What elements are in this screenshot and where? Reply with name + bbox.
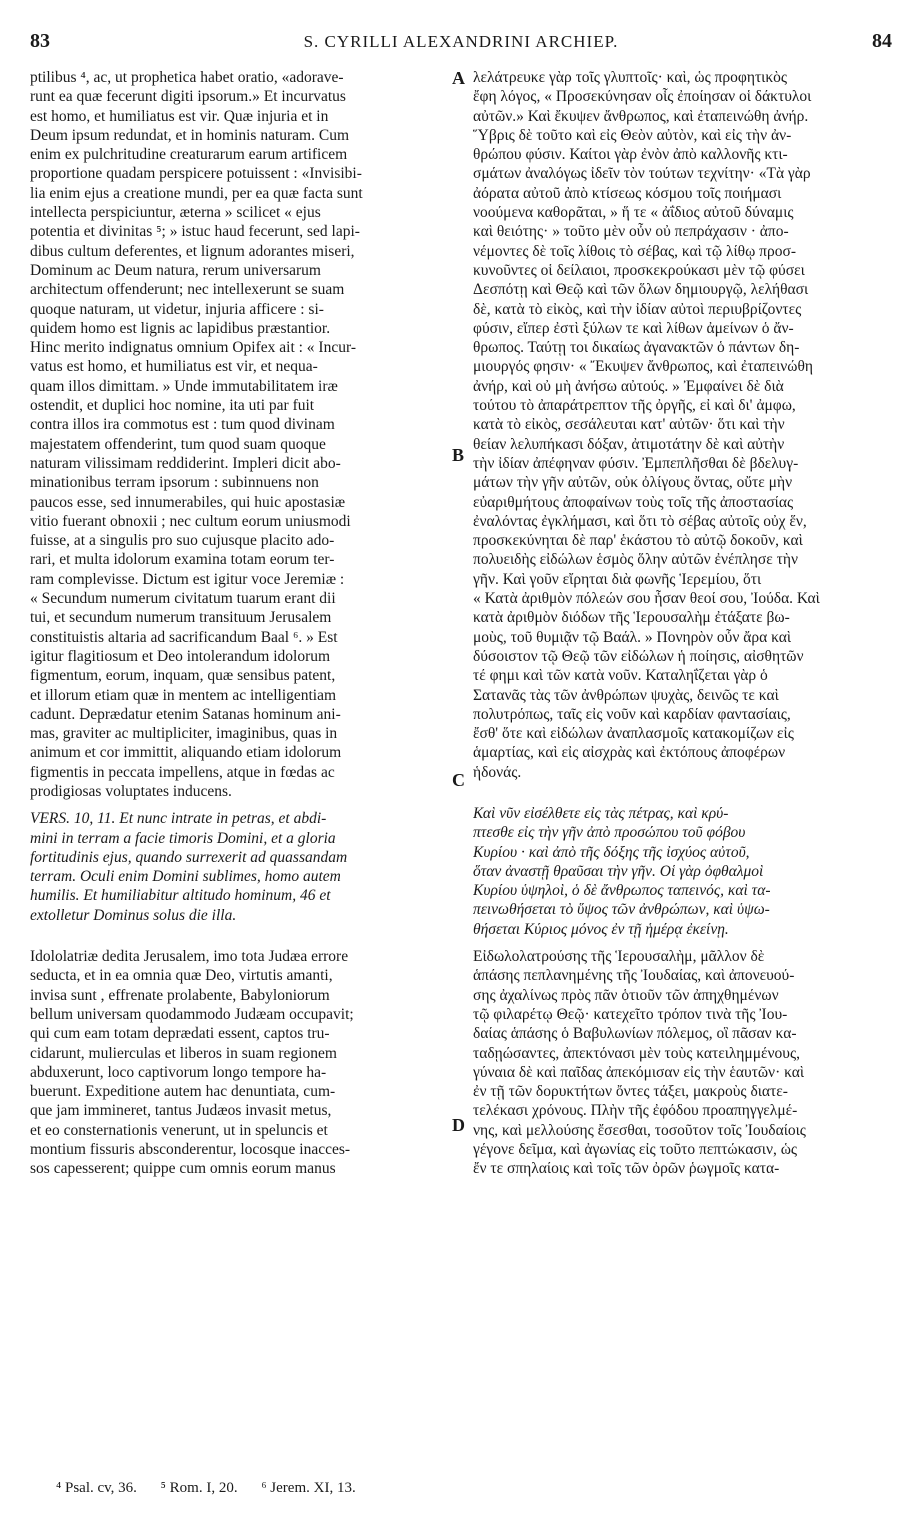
greek-verse: [473, 804, 893, 939]
text-line: θρώπου φύσιν. Καίτοι γὰρ ἐνὸν ἀπὸ καλλονῆς κτι-: [473, 146, 788, 164]
text-line: quidem homo est lignis ac lapidibus præstantior.: [30, 319, 331, 337]
text-line: κατὰ τὸ εἰκὸς, σεσάλευται κατ' αὐτῶν· ὅτι καὶ τὴν: [473, 416, 785, 434]
text-line: architectum offenderunt; nec intellexerunt se suam: [30, 281, 345, 299]
text-line: lia enim ejus a creatione mundi, per ea quæ facta sunt: [30, 184, 363, 202]
text-line: θείαν λελυπήκασι δόξαν, ἀτιμοτάτην δὲ καὶ αὐτὴν: [473, 435, 785, 453]
footnote: ⁶ Jerem. XI, 13.: [261, 1480, 356, 1496]
text-line: paucos esse, sed innumerabiles, qui huic apostasiæ: [30, 493, 346, 511]
text-line: proportione quadam perspicere potuissent : «Invisibi-: [30, 165, 362, 183]
footnote: ⁵ Rom. I, 20.: [160, 1480, 238, 1496]
text-line: ptilibus ⁴, ac, ut prophetica habet oratio, «adorave-: [30, 69, 344, 86]
text-line: animum et cor immittit, aliquando etiam idolorum: [30, 744, 342, 762]
text-line: Hinc merito indignatus omnium Opifex ait : « Incur-: [30, 339, 356, 357]
text-line: Δεσπότῃ καὶ Θεῷ καὶ τῶν ὅλων δημιουργῷ, λελήθασι: [473, 281, 809, 299]
text-line: montium fissuris absconderentur, locosque inacces-: [30, 1141, 351, 1159]
text-line: enim ex pulchritudine creaturarum earum artificem: [30, 146, 348, 164]
latin-verse: [30, 809, 448, 925]
text-line: bellum universam quodammodo Judæam occupavit;: [30, 1005, 354, 1023]
page-number-left: 83: [30, 30, 50, 52]
text-line: σης ἀχαλίνως πρὸς πᾶν ὁτιοῦν τῶν ἀπηχθημένων: [473, 986, 779, 1004]
text-line: φύσιν, εἴπερ ἐστὶ ξύλων τε καὶ λίθων ἀμείνων ὁ ἄν-: [473, 319, 794, 337]
text-line: Κυρίου ὑψηλοὶ, ὁ δὲ ἄνθρωπος ταπεινός, καὶ τα-: [473, 882, 771, 900]
text-line: τελέκασι χρόνους. Πλὴν τῆς ἐφόδου προαπηγγελμέ-: [473, 1102, 798, 1120]
text-line: « Secundum numerum civitatum tuarum erant dii: [30, 590, 336, 608]
text-line: fortitudinis ejus, quando surrexerit ad quassandam: [30, 848, 348, 866]
text-line: quoque naturam, ut videtur, injuria afficere : si-: [30, 300, 324, 318]
text-line: vitio fuerant obnoxii ; nec cultum eorum uniusmodi: [30, 512, 351, 530]
text-line: ἀνήρ, καὶ οὐ μὴ ἀνήσω αὐτούς. » Ἐμφαίνει δὲ διὰ: [473, 377, 784, 395]
text-line: κυνοῦντες οἱ δείλαιοι, προσκεκρούκασι μὲν τῷ φύσει: [473, 261, 805, 279]
text-line: Dominum ac Deum natura, rerum universarum: [30, 261, 321, 279]
text-line: Ὕβρις δὲ τοῦτο καὶ εἰς Θεὸν αὐτὸν, καὶ εἰς τὴν ἀν-: [473, 126, 792, 144]
text-line: invisa sunt , effrenate prolabente, Babyloniorum: [30, 986, 330, 1004]
text-line: VERS. 10, 11. Et nunc intrate in petras, et abdi-: [30, 810, 327, 828]
text-line: μάτων τὴν γῆν αὐτῶν, οὐκ ὀλίγους ὄντας, οὔτε μὴν: [473, 474, 793, 492]
text-line: seducta, et in ea omnia quæ Deo, virtutis amanti,: [30, 967, 333, 985]
text-line: σμάτων ἀναλόγως ἰδεῖν τὸν τούτων τεχνίτην· «Τὰ γὰρ: [473, 165, 811, 183]
text-line: ἔν τε σπηλαίοις καὶ τοῖς τῶν ὀρῶν ῥωγμοῖς κατα-: [473, 1160, 780, 1178]
text-line: mini in terram a facie timoris Domini, et a gloria: [30, 829, 336, 847]
text-line: intellecta perspiciuntur, æterna » scilicet « ejus: [30, 204, 321, 222]
text-line: Καὶ νῦν εἰσέλθετε εἰς τὰς πέτρας, καὶ κρύ-: [473, 804, 729, 822]
text-line: λελάτρευκε γὰρ τοῖς γλυπτοῖς· καὶ, ὡς προφητικὸς: [473, 69, 788, 86]
text-line: extolletur Dominus solus die illa.: [30, 906, 237, 924]
text-line: igitur flagitiosum et Deo intolerandum idolorum: [30, 647, 331, 665]
text-line: γῆν. Καὶ γοῦν εἴρηται διὰ φωνῆς Ἱερεμίου, ὅτι: [473, 570, 762, 588]
text-line: Εἰδωλολατρούσης τῆς Ἱερουσαλὴμ, μᾶλλον δὲ: [473, 948, 765, 966]
text-line: τῷ φιλαρέτῳ Θεῷ· κατεχεῖτο τρόπον τινὰ τῆς Ἰου-: [473, 1005, 788, 1023]
text-line: δαίας ἁπάσης ὁ Βαβυλωνίων πόλεμος, οἳ πᾶσαν κα-: [473, 1025, 797, 1043]
text-line: δύσοιστον τῷ Θεῷ τῶν εἰδώλων ἡ ποίησις, αἰσθητῶν: [473, 647, 804, 665]
text-line: buerunt. Expeditione autem hac denuntiata, cum-: [30, 1083, 336, 1101]
text-line: Deum ipsum redundat, et in hominis naturam. Cum: [30, 126, 349, 144]
text-line: πολυτρόπως, ταῖς εἰς νοῦν καὶ καρδίαν φαντασίαις,: [473, 705, 791, 723]
text-line: potentia et divinitas ⁵; » istuc haud fecerunt, sed lapi-: [30, 223, 360, 241]
text-line: ὅταν ἀναστῇ θραῦσαι τὴν γῆν. Οἱ γὰρ ὀφθαλμοὶ: [473, 862, 764, 880]
text-line: cadunt. Deprædatur etenim Satanas hominum ani-: [30, 705, 341, 723]
text-line: runt ea quæ fecerunt digiti ipsorum.» Et incurvatus: [30, 88, 346, 106]
text-line: contra illos ira commotus est : tum quod divinam: [30, 416, 335, 434]
text-line: καὶ θειότης· » τοῦτο μὲν οὖν οὐ πεπράχασιν · ἀπο-: [473, 223, 789, 241]
text-line: ram complevisse. Dictum est igitur voce Jeremiæ :: [30, 570, 345, 588]
text-line: πολυειδὴς εἰδώλων ἑσμὸς ὅλην αὐτῶν ἐνέπλησε τὴν: [473, 551, 798, 569]
text-line: ἐναλόντας ἐγκλήμασι, καὶ ὅτι τὸ σέβας αὐτοῖς οὐχ ἕν,: [473, 512, 807, 530]
footnotes: [56, 1480, 376, 1497]
text-line: γύναια δὲ καὶ παῖδας ἀπεκόμισαν εἰς τὴν ἑαυτῶν· καὶ: [473, 1063, 805, 1081]
text-line: prodigiosas voluptates inducens.: [30, 782, 232, 800]
text-line: νης, καὶ μελλούσης ἔσεσθαι, τοσοῦτον τοῖς Ἰουδαίοις: [473, 1121, 806, 1139]
margin-marker-d: D: [452, 1115, 465, 1135]
text-line: πτεσθε εἰς τὴν γῆν ἀπὸ προσώπου τοῦ φόβου: [473, 824, 746, 842]
margin-marker-a: A: [452, 68, 465, 88]
text-line: νοούμενα καθορᾶται, » ἥ τε « ἀΐδιος αὐτοῦ δύναμις: [473, 204, 794, 222]
text-line: et illorum etiam quæ in mentem ac intelligentiam: [30, 686, 337, 704]
text-line: humilis. Et humiliabitur altitudo hominum, 46 et: [30, 887, 331, 905]
text-line: εὐαριθμήτους ἀποφαίνων τοὺς τοῖς τῆς ἀποστασίας: [473, 493, 794, 511]
text-line: Κυρίου · καὶ ἀπὸ τῆς δόξης τῆς ἰσχύος αὐτοῦ,: [473, 843, 750, 861]
text-line: « Κατὰ ἀριθμὸν πόλεών σου ἦσαν θεοί σου, Ἰούδα. Καὶ: [473, 590, 820, 608]
text-line: terram. Oculi enim Domini sublimes, homo autem: [30, 868, 341, 886]
text-line: θήσεται Κύριος μόνος ἐν τῇ ἡμέρᾳ ἐκείνῃ.: [473, 920, 729, 938]
text-line: majestatem offenderint, tum quod suam quoque: [30, 435, 326, 453]
text-line: θρωπος. Ταύτῃ τοι δικαίως ἀγανακτῶν ὁ πάντων δη-: [473, 339, 800, 357]
page-number-right: 84: [872, 30, 892, 52]
text-line: naturam vilissimam reddiderint. Impleri dicit abo-: [30, 454, 341, 472]
text-line: ostendit, et duplici hoc nomine, ita uti par fuit: [30, 397, 315, 415]
text-line: ἔφη λόγος, « Προσεκύνησαν οἷς ἐποίησαν οἱ δάκτυλοι: [473, 88, 812, 106]
text-line: προσκεκύνηται δὲ παρ' ἑκάστου τὸ αὐτῷ δοκοῦν, καὶ: [473, 532, 803, 550]
text-line: νέμοντες δὲ τοῖς λίθοις τὸ σέβας, καὶ τῷ λίθῳ προσ-: [473, 242, 797, 260]
text-line: constituistis altaria ad sacrificandum Baal ⁶. » Est: [30, 628, 338, 646]
greek-paragraph-1: [473, 68, 893, 782]
text-line: τέ φημι καὶ τῶν κατὰ νοῦν. Καταληΐζεται γὰρ ὁ: [473, 667, 768, 685]
text-line: qui cum eam totam deprædati essent, captos tru-: [30, 1025, 330, 1043]
text-line: ἀόρατα αὐτοῦ ἀπὸ κτίσεως κόσμου τοῖς ποιήμασι: [473, 184, 782, 202]
text-line: ἐν τῇ τῶν δορυκτήτων ὄντες τάξει, μακροὺς διατε-: [473, 1083, 788, 1101]
text-line: rari, et multa idolorum examina totam eorum ter-: [30, 551, 335, 569]
text-line: αὐτῶν.» Καὶ ἔκυψεν ἄνθρωπος, καὶ ἐταπεινώθη ἀνήρ.: [473, 107, 809, 125]
greek-paragraph-2: [473, 947, 893, 1179]
text-line: Idololatriæ dedita Jerusalem, imo tota Judæa errore: [30, 948, 349, 966]
text-line: πεινωθήσεται τὸ ὕψος τῶν ἀνθρώπων, καὶ ὑψω-: [473, 901, 770, 919]
text-line: et eo consternationis venerunt, ut in speluncis et: [30, 1121, 328, 1139]
text-line: τὴν ἰδίαν ἀπέφηναν φύσιν. Ἐμπεπλῆσθαι δὲ βδελυγ-: [473, 454, 799, 472]
text-line: figmentum, eorum, inquam, quæ sensibus patent,: [30, 667, 336, 685]
text-line: μοὺς, τοῦ θυμιᾷν τῷ Βαάλ. » Πονηρὸν οὖν ἄρα καὶ: [473, 628, 792, 646]
text-line: tui, et secundum numerum transituum Jerusalem: [30, 609, 332, 627]
text-line: dibus cultum deferentes, et lignum adorantes miseri,: [30, 242, 355, 260]
text-line: ἡδονάς.: [473, 763, 522, 781]
text-line: mas, graviter ac multipliciter, imaginibus, quas in: [30, 725, 338, 743]
text-line: ἁμαρτίας, καὶ εἰς αἰσχρὰς καὶ ἐκτόπους ἀποφέρων: [473, 744, 786, 762]
text-line: vatus est homo, et humiliatus est vir, et nequa-: [30, 358, 318, 376]
footnote: ⁴ Psal. cv, 36.: [56, 1480, 137, 1496]
text-line: est homo, et humiliatus est vir. Quæ injuria et in: [30, 107, 329, 125]
text-line: δὲ, κατὰ τὸ εἰκὸς, καὶ τὴν ἰδίαν αὐτοὶ περιυβρίζοντες: [473, 300, 802, 318]
greek-column: [473, 68, 893, 1179]
text-line: sos capesserent; quippe cum omnis eorum manus: [30, 1160, 336, 1178]
text-line: cidarunt, mulierculas et liberos in suam regionem: [30, 1044, 337, 1062]
text-line: ἁπάσης πεπλανημένης τῆς Ἰουδαίας, καὶ ἀπονευού-: [473, 967, 795, 985]
text-line: figmentis in peccata impellens, atque in fœdas ac: [30, 763, 335, 781]
page-header: [30, 30, 892, 60]
text-line: Σατανᾶς τὰς τῶν ἀνθρώπων ψυχὰς, δεινῶς τε καὶ: [473, 686, 779, 704]
text-line: γέγονε δεῖμα, καὶ ἀγωνίας εἰς τοῦτο πεπτώκασιν, ὡς: [473, 1141, 798, 1159]
text-line: μιουργός φησιν· « Ἔκυψεν ἄνθρωπος, καὶ ἐταπεινώθη: [473, 358, 813, 376]
latin-column: [30, 68, 448, 1179]
text-line: ταδῃώσαντες, ἀπεκτόνασι μὲν τοὺς κατειλημμένους,: [473, 1044, 800, 1062]
latin-paragraph-1: [30, 68, 448, 801]
text-line: ἔσθ' ὅτε καὶ εἰδώλων ἀναπλασμοῖς κατακομίζων εἰς: [473, 725, 794, 743]
text-line: κατὰ ἀριθμὸν διόδων τῆς Ἱερουσαλὴμ ἐτάξατε βω-: [473, 609, 790, 627]
text-line: quam illos dimittam. » Unde immutabilitatem iræ: [30, 377, 338, 395]
text-line: τούτου τὸ ἀπαράτρεπτον τῆς ὀργῆς, εἰ καὶ δι' ἀμφω,: [473, 397, 796, 415]
text-line: abduxerunt, loco captivorum longo tempore ha-: [30, 1063, 327, 1081]
margin-marker-b: B: [452, 445, 465, 465]
text-line: fuisse, at a singulis pro suo cujusque placito ado-: [30, 532, 335, 550]
margin-marker-c: C: [452, 770, 465, 790]
latin-paragraph-2: [30, 947, 448, 1179]
text-line: que jam immineret, tantus Judæos invasit metus,: [30, 1102, 332, 1120]
running-title: S. CYRILLI ALEXANDRINI ARCHIEP.: [303, 32, 619, 51]
text-line: minationibus terram ipsorum : subinnuens non: [30, 474, 319, 492]
